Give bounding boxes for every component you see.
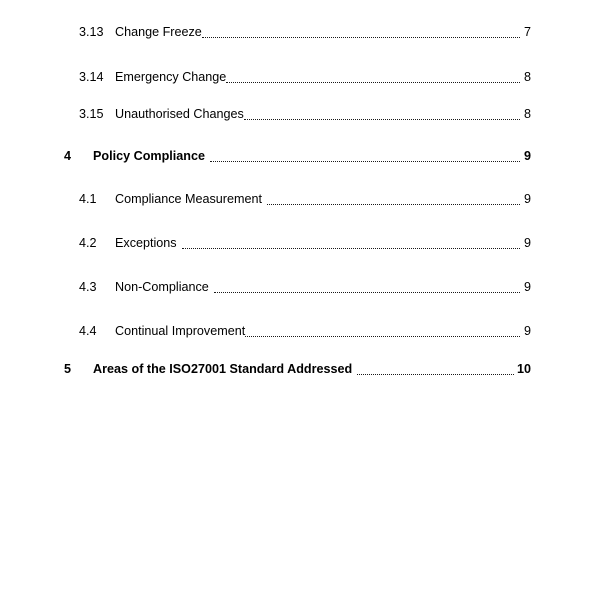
toc-entry-title: Areas of the ISO27001 Standard Addressed: [93, 362, 353, 376]
toc-entry-number: 5: [64, 362, 72, 376]
toc-entry-number: 4.4: [79, 324, 97, 338]
toc-entry-number: 3.14: [79, 70, 104, 84]
toc-entry-title: Change Freeze: [115, 25, 202, 39]
toc-entry[interactable]: [0, 359, 600, 379]
toc-entry[interactable]: [0, 22, 600, 42]
toc-entry-number: 4: [64, 149, 72, 163]
toc-entry-page-number: 9: [523, 149, 531, 163]
toc-entry[interactable]: [0, 146, 600, 166]
toc-entry[interactable]: [0, 233, 600, 253]
toc-entry-page-number: 10: [516, 362, 531, 376]
toc-entry-page-number: 9: [523, 192, 531, 206]
toc-entry-title: Unauthorised Changes: [115, 107, 244, 121]
toc-entry-number: 3.15: [79, 107, 104, 121]
toc-entry[interactable]: [0, 104, 600, 124]
toc-entry[interactable]: [0, 67, 600, 87]
toc-entry-number: 4.1: [79, 192, 97, 206]
toc-entry[interactable]: [0, 277, 600, 297]
toc-entry-title: Compliance Measurement: [115, 192, 262, 206]
toc-entry-page-number: 7: [523, 25, 531, 39]
toc-entry-number: 3.13: [79, 25, 104, 39]
toc-entry-title: Continual Improvement: [115, 324, 246, 338]
toc-entry-number: 4.2: [79, 236, 97, 250]
toc-entry-page-number: 8: [523, 70, 531, 84]
toc-entry-page-number: 9: [523, 236, 531, 250]
toc-entry-page-number: 8: [523, 107, 531, 121]
toc-entry[interactable]: [0, 189, 600, 209]
toc-entry-title: Emergency Change: [115, 70, 227, 84]
toc-entry-title: Non-Compliance: [115, 280, 209, 294]
toc-entry-title: Policy Compliance: [93, 149, 205, 163]
toc-entry-title: Exceptions: [115, 236, 177, 250]
toc-entry[interactable]: [0, 321, 600, 341]
toc-entry-page-number: 9: [523, 280, 531, 294]
toc-entry-page-number: 9: [523, 324, 531, 338]
toc-entry-number: 4.3: [79, 280, 97, 294]
